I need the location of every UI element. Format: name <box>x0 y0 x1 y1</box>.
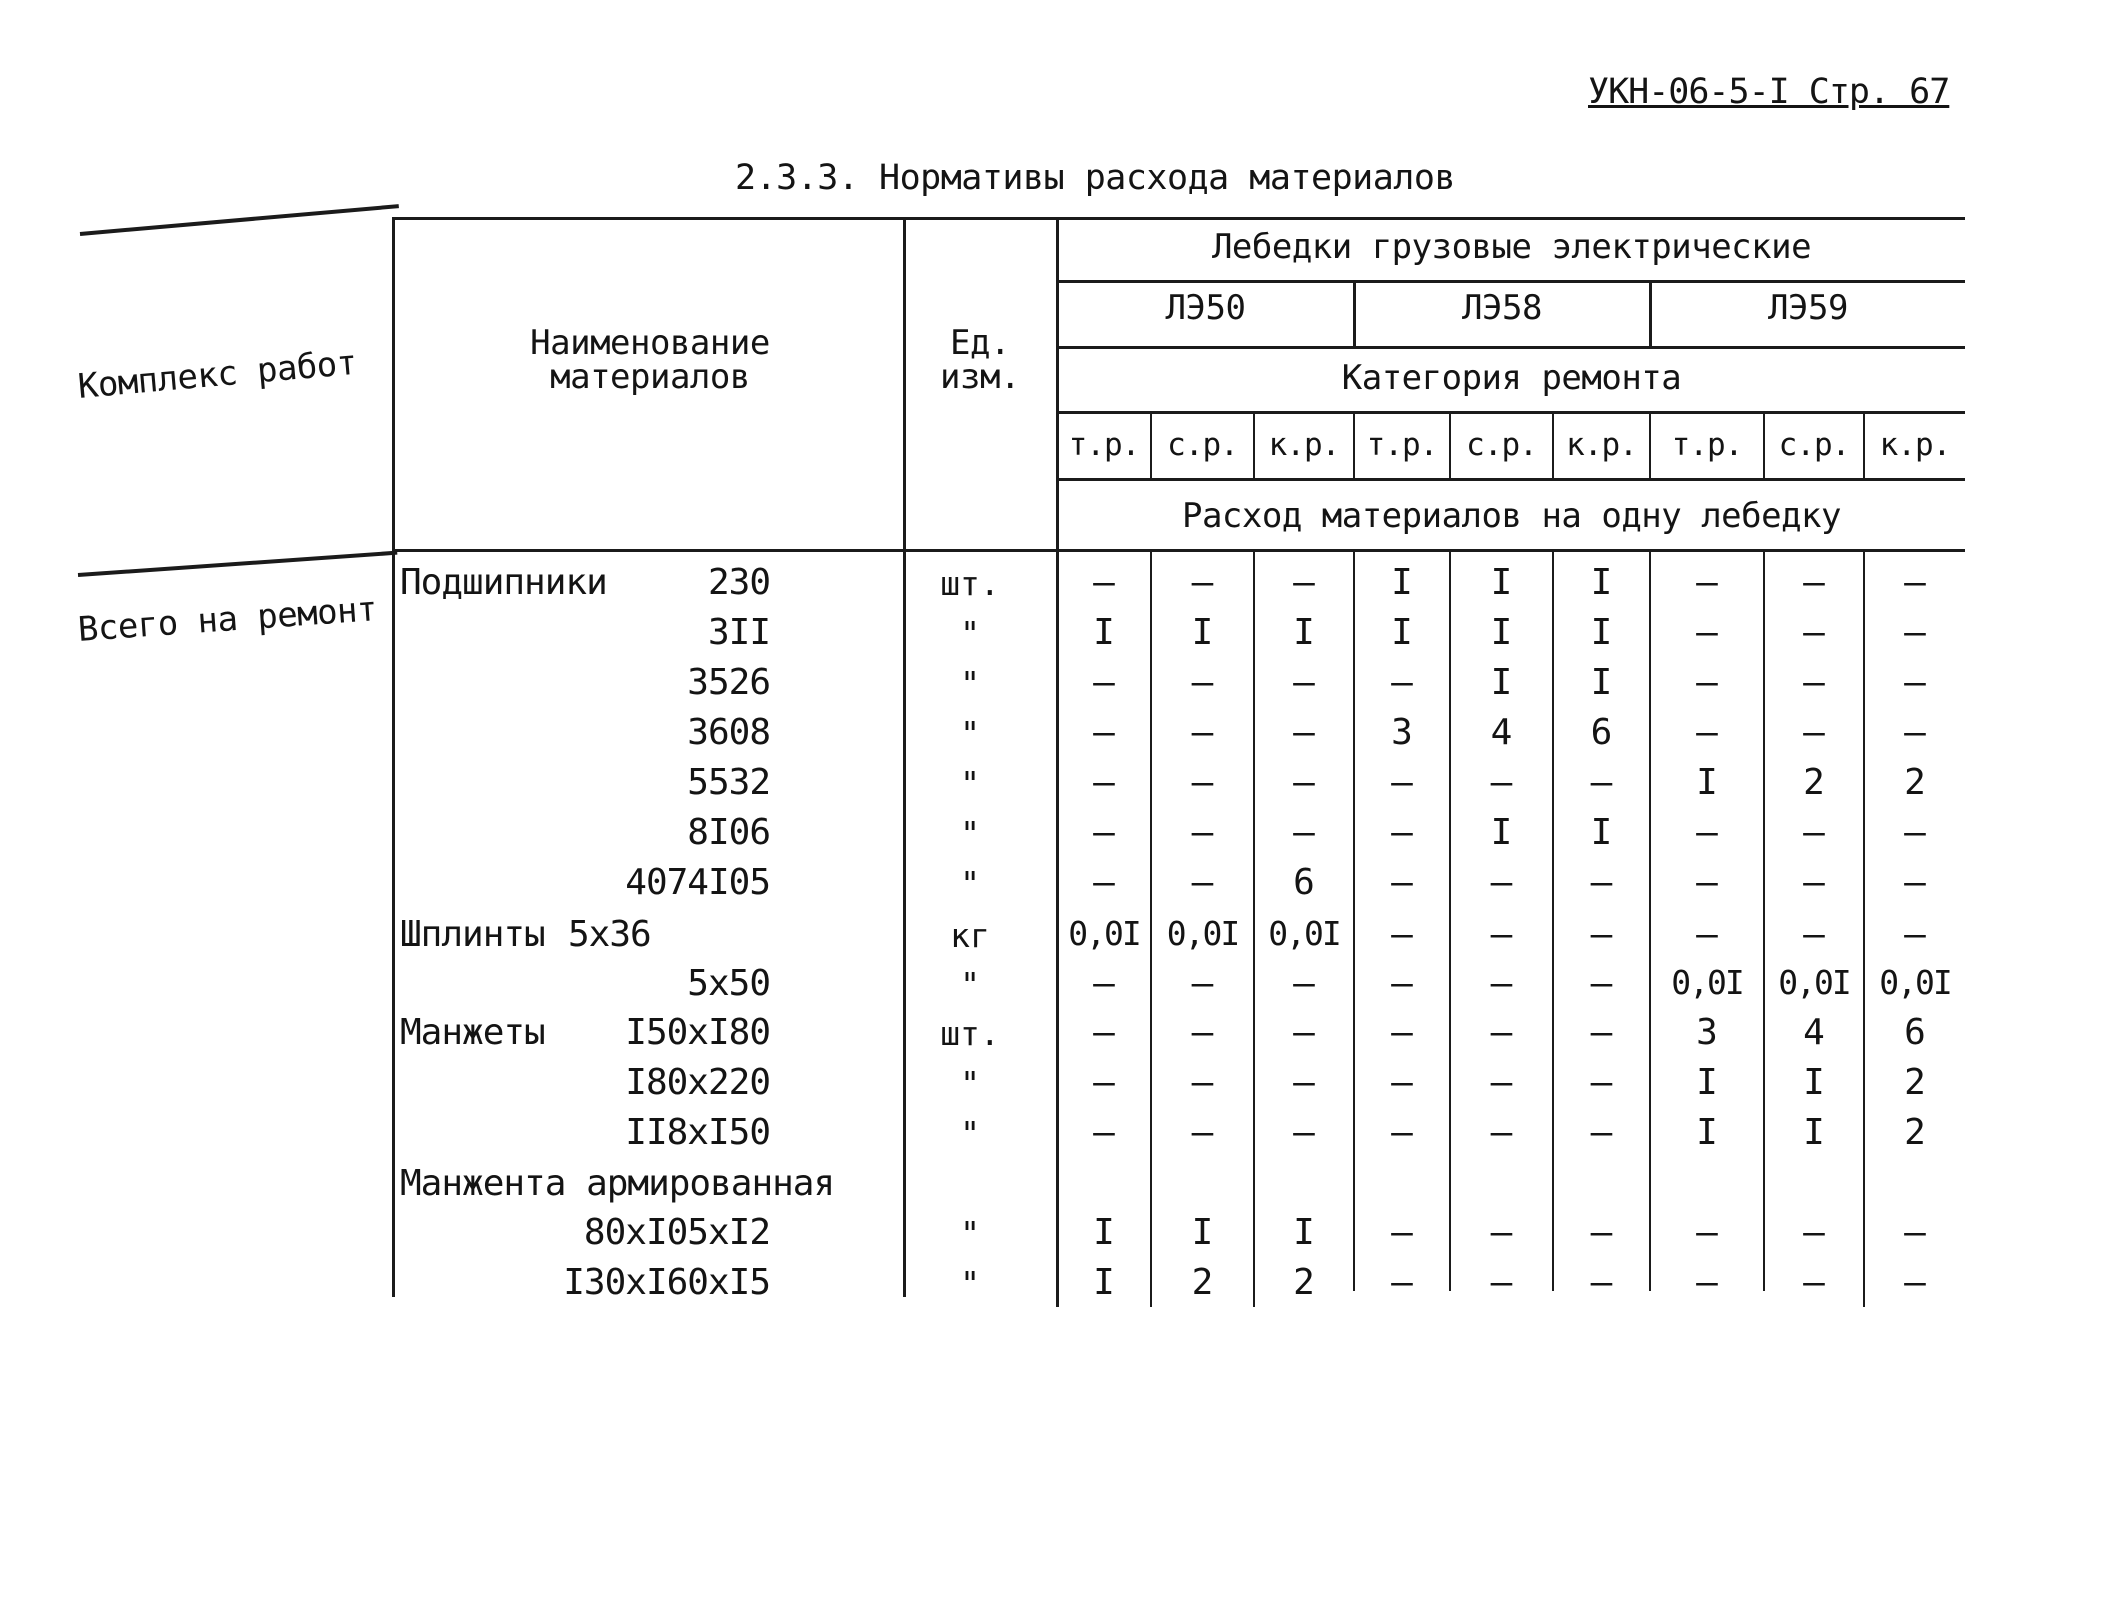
value-cell: I <box>1490 812 1513 853</box>
value-cell: – <box>1191 662 1214 703</box>
material-size: I30хI60хI5 <box>563 1262 770 1303</box>
value-cell: 2 <box>1803 762 1825 803</box>
value-cell: – <box>1293 712 1315 753</box>
value-cell: – <box>1293 762 1315 803</box>
unit-value: шт. <box>940 564 1000 603</box>
header-category: Категория ремонта <box>1341 358 1682 398</box>
repair-type-2: с.р. <box>1167 427 1238 463</box>
value-cell: – <box>1093 1112 1115 1153</box>
value-cell: 2 <box>1904 1112 1926 1153</box>
value-cell: – <box>1093 662 1115 703</box>
header-consumption: Расход материалов на одну лебедку <box>1181 496 1841 536</box>
unit-value: шт. <box>940 1014 1000 1053</box>
value-cell: – <box>1391 812 1413 853</box>
value-cell: – <box>1904 812 1926 853</box>
value-cell: – <box>1490 1212 1513 1253</box>
material-name: Манжеты <box>400 1012 545 1053</box>
value-cell: – <box>1904 1262 1926 1303</box>
material-size: I50хI80 <box>625 1012 770 1053</box>
value-cell: – <box>1904 662 1926 703</box>
value-cell: I <box>1590 662 1613 703</box>
value-cell: 6 <box>1293 862 1315 903</box>
value-cell: 0,0I <box>1778 963 1850 1002</box>
unit-value: " <box>960 714 980 753</box>
value-cell: – <box>1696 662 1718 703</box>
page-header: УКН-06-5-I Стр. 67 <box>1588 72 1950 112</box>
value-cell: – <box>1590 914 1613 955</box>
value-cell: I <box>1391 612 1413 653</box>
value-cell: I <box>1590 562 1613 603</box>
value-cell: – <box>1904 612 1926 653</box>
value-cell: I <box>1191 612 1214 653</box>
unit-value: " <box>960 1114 980 1153</box>
value-cell: 3 <box>1391 712 1413 753</box>
value-cell: – <box>1093 862 1115 903</box>
material-size: 8I06 <box>687 812 770 853</box>
value-cell: – <box>1590 1112 1613 1153</box>
material-name: Манжента армированная <box>400 1163 835 1204</box>
value-cell: – <box>1490 762 1513 803</box>
repair-type-9: к.р. <box>1879 427 1951 463</box>
value-cell: 2 <box>1904 1062 1926 1103</box>
value-cell: – <box>1490 1012 1513 1053</box>
value-cell: – <box>1696 712 1718 753</box>
value-cell: – <box>1696 914 1718 955</box>
value-cell: – <box>1191 963 1214 1004</box>
value-cell: – <box>1191 1062 1214 1103</box>
value-cell: – <box>1904 862 1926 903</box>
material-name: Подшипники <box>400 562 607 603</box>
value-cell: – <box>1803 1212 1825 1253</box>
value-cell: – <box>1293 812 1315 853</box>
repair-type-6: к.р. <box>1566 427 1637 463</box>
material-size: 230 <box>707 562 770 603</box>
rule-types <box>1058 478 1965 481</box>
value-cell: 3 <box>1696 1012 1718 1053</box>
material-size: II8хI50 <box>625 1112 770 1153</box>
value-cell: – <box>1490 914 1513 955</box>
value-cell: – <box>1803 812 1825 853</box>
value-cell: – <box>1904 1212 1926 1253</box>
value-cell: – <box>1093 812 1115 853</box>
value-cell: I <box>1191 1212 1214 1253</box>
value-cell: – <box>1696 812 1718 853</box>
value-cell: – <box>1391 914 1413 955</box>
material-size: 80хI05хI2 <box>583 1212 770 1253</box>
value-cell: I <box>1093 612 1115 653</box>
material-size: 5532 <box>687 762 770 803</box>
value-cell: I <box>1490 612 1513 653</box>
unit-value: " <box>960 614 980 653</box>
value-cell: – <box>1293 963 1315 1004</box>
value-cell: 0,0I <box>1166 914 1239 953</box>
value-cell: – <box>1490 963 1513 1004</box>
value-cell: 2 <box>1293 1262 1315 1303</box>
value-cell: – <box>1803 712 1825 753</box>
value-cell: – <box>1904 914 1926 955</box>
unit-value: кг <box>950 916 990 955</box>
value-cell: I <box>1093 1262 1115 1303</box>
value-cell: – <box>1191 862 1214 903</box>
value-cell: I <box>1803 1062 1825 1103</box>
value-cell: – <box>1490 1262 1513 1303</box>
value-cell: 6 <box>1904 1012 1926 1053</box>
value-cell: – <box>1904 562 1926 603</box>
value-cell: – <box>1191 1112 1214 1153</box>
value-cell: – <box>1391 1062 1413 1103</box>
value-cell: – <box>1391 862 1413 903</box>
unit-value: " <box>960 1214 980 1253</box>
value-cell: – <box>1191 812 1214 853</box>
value-cell: I <box>1093 1212 1115 1253</box>
repair-type-5: с.р. <box>1466 427 1537 463</box>
value-cell: I <box>1590 612 1613 653</box>
rule-header-bottom <box>395 549 1965 552</box>
unit-value: " <box>960 864 980 903</box>
value-cell: I <box>1391 562 1413 603</box>
rule-group <box>1058 280 1965 283</box>
value-cell: I <box>1696 1062 1718 1103</box>
value-cell: 0,0I <box>1068 914 1140 953</box>
header-model-2: ЛЭ58 <box>1462 288 1542 328</box>
value-cell: 4 <box>1490 712 1513 753</box>
rule-top-left <box>80 204 399 236</box>
rule-category <box>1058 411 1965 414</box>
repair-type-1: т.р. <box>1068 427 1140 463</box>
header-model-1: ЛЭ50 <box>1165 288 1246 328</box>
value-cell: – <box>1093 1012 1115 1053</box>
value-cell: – <box>1590 963 1613 1004</box>
value-cell: – <box>1590 762 1613 803</box>
value-cell: – <box>1590 1012 1613 1053</box>
unit-value: " <box>960 1264 980 1303</box>
value-cell: – <box>1696 862 1718 903</box>
value-cell: I <box>1590 812 1613 853</box>
value-cell: I <box>1293 612 1315 653</box>
value-cell: – <box>1293 1112 1315 1153</box>
value-cell: – <box>1093 1062 1115 1103</box>
value-cell: – <box>1391 1012 1413 1053</box>
value-cell: 0,0I <box>1671 963 1743 1002</box>
repair-type-4: т.р. <box>1366 427 1438 463</box>
value-cell: – <box>1904 712 1926 753</box>
value-cell: – <box>1191 712 1214 753</box>
value-cell: I <box>1696 762 1718 803</box>
value-cell: – <box>1490 1062 1513 1103</box>
repair-type-7: т.р. <box>1671 427 1743 463</box>
value-cell: 0,0I <box>1268 914 1340 953</box>
unit-value: " <box>960 814 980 853</box>
repair-type-3: к.р. <box>1268 427 1340 463</box>
value-cell: – <box>1590 1212 1613 1253</box>
value-cell: – <box>1293 1062 1315 1103</box>
material-name: Шплинты <box>400 914 545 955</box>
value-cell: – <box>1803 662 1825 703</box>
value-cell: I <box>1803 1112 1825 1153</box>
value-cell: I <box>1293 1212 1315 1253</box>
header-model-3: ЛЭ59 <box>1768 288 1848 328</box>
value-cell: – <box>1093 762 1115 803</box>
value-cell: – <box>1093 712 1115 753</box>
material-size: 4074I05 <box>625 862 770 903</box>
value-cell: 6 <box>1590 712 1613 753</box>
header-name: Наименование материалов <box>530 323 770 397</box>
material-size: 5х50 <box>687 963 770 1004</box>
value-cell: – <box>1391 1212 1413 1253</box>
material-size: I80х220 <box>625 1062 770 1103</box>
value-cell: – <box>1696 562 1718 603</box>
value-cell: – <box>1191 562 1214 603</box>
value-cell: – <box>1590 1262 1613 1303</box>
value-cell: – <box>1093 562 1115 603</box>
rule-top <box>395 217 1965 220</box>
value-cell: 2 <box>1904 762 1926 803</box>
value-cell: – <box>1803 1262 1825 1303</box>
value-cell: – <box>1191 1012 1214 1053</box>
value-cell: – <box>1391 963 1413 1004</box>
value-cell: – <box>1293 562 1315 603</box>
unit-value: " <box>960 1064 980 1103</box>
value-cell: – <box>1490 862 1513 903</box>
material-size: 3II <box>707 612 770 653</box>
value-cell: – <box>1391 1112 1413 1153</box>
value-cell: I <box>1490 662 1513 703</box>
header-group: Лебедки грузовые электрические <box>1211 227 1812 267</box>
unit-value: " <box>960 764 980 803</box>
value-cell: – <box>1696 1212 1718 1253</box>
value-cell: – <box>1391 762 1413 803</box>
value-cell: – <box>1391 1262 1413 1303</box>
material-size: 5х36 <box>568 914 651 955</box>
repair-type-8: с.р. <box>1778 427 1850 463</box>
value-cell: – <box>1191 762 1214 803</box>
value-cell: – <box>1803 862 1825 903</box>
complex-value: Всего на ремонт <box>76 589 379 650</box>
header-complex: Комплекс работ <box>76 342 359 407</box>
value-cell: – <box>1391 662 1413 703</box>
value-cell: 4 <box>1803 1012 1825 1053</box>
value-cell: – <box>1696 1262 1718 1303</box>
value-cell: 2 <box>1191 1262 1214 1303</box>
value-cell: – <box>1590 862 1613 903</box>
value-cell: – <box>1590 1062 1613 1103</box>
value-cell: 0,0I <box>1879 963 1951 1002</box>
header-unit: Ед. изм. <box>940 323 1020 397</box>
rule-models <box>1058 346 1965 349</box>
value-cell: – <box>1803 612 1825 653</box>
value-cell: I <box>1696 1112 1718 1153</box>
vline-complex <box>392 217 395 1297</box>
value-cell: – <box>1803 562 1825 603</box>
value-cell: – <box>1490 1112 1513 1153</box>
value-cell: – <box>1093 963 1115 1004</box>
value-cell: – <box>1293 662 1315 703</box>
unit-value: " <box>960 664 980 703</box>
section-title: 2.3.3. Нормативы расхода материалов <box>735 158 1456 198</box>
value-cell: – <box>1696 612 1718 653</box>
value-cell: I <box>1490 562 1513 603</box>
rule-header-bottom-left <box>78 551 397 577</box>
material-size: 3608 <box>687 712 770 753</box>
material-size: 3526 <box>687 662 770 703</box>
unit-value: " <box>960 965 980 1004</box>
value-cell: – <box>1803 914 1825 955</box>
value-cell: – <box>1293 1012 1315 1053</box>
